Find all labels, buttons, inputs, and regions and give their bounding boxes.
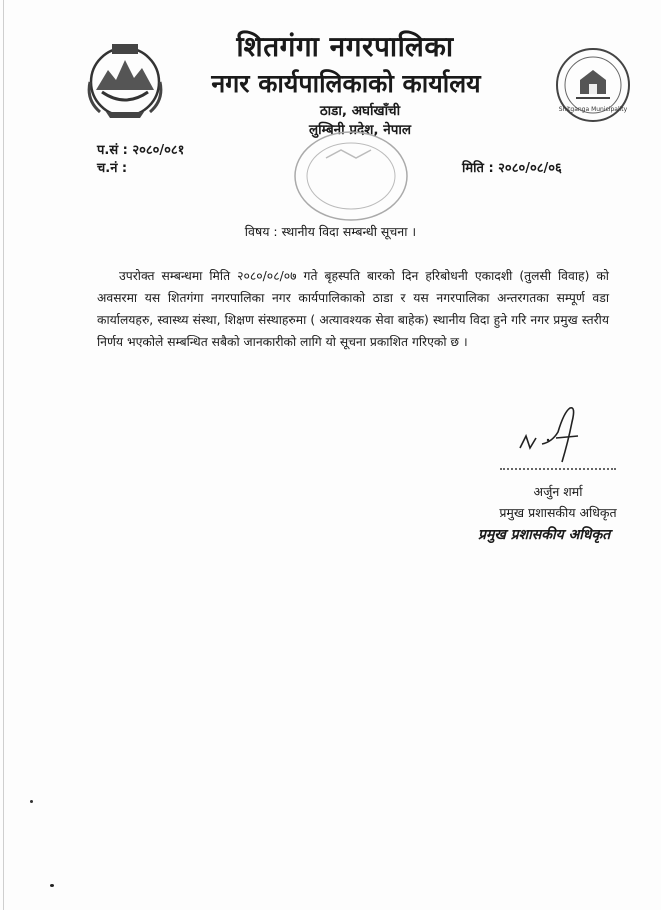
address-line-2: लुम्बिनी प्रदेश, नेपाल — [308, 122, 412, 138]
address-line-1: ठाडा, अर्घाखाँची — [319, 103, 401, 119]
seal-text: Shitganga Municipality — [558, 106, 628, 113]
handwritten-signature — [512, 402, 596, 468]
nepal-emblem-logo — [82, 38, 168, 120]
designation-stamp: प्रमुख प्रशासकीय अधिकृत — [478, 527, 611, 543]
municipality-title: शितगंगा नगरपालिका — [236, 30, 454, 63]
reference-number: प.सं : २०८०/०८१ — [97, 143, 185, 158]
municipality-seal — [554, 46, 632, 124]
scan-edge — [3, 0, 4, 910]
letter-date: मिति : २०८०/०८/०६ — [462, 161, 562, 176]
subject-line: विषय : स्थानीय विदा सम्बन्धी सूचना । — [244, 224, 417, 239]
office-title: नगर कार्यपालिकाको कार्यालय — [211, 69, 481, 98]
scan-speck — [30, 800, 33, 803]
dispatch-number: च.नं : — [97, 161, 128, 176]
signer-name: अर्जुन शर्मा — [533, 484, 583, 499]
notice-body: उपरोक्त सम्बन्धमा मिति २०८०/०८/०७ गते बृहस्पति बारको दिन हरिबोधनी एकादशी (तुलसी विवाह) को अवसरमा यस शितगंगा नगरपालिका नगर कार्यपालिकाको ठाडा र यस नगरपालिका अन्तरगतका सम्पूर्ण वडा कार्यालयहरु, स्वास्थ्य संस्था, शिक्षण संस्थाहरुमा ( अत्यावश्यक सेवा बाहेक) स्थानीय विदा हुने गरि नगर प्रमुख स्तरीय निर्णय भएकोले सम्बन्धित सबैको जानकारीको लागि यो सूचना प्रकाशित गरिएको छ । — [97, 269, 609, 349]
signer-designation: प्रमुख प्रशासकीय अधिकृत — [499, 505, 617, 520]
scan-speck — [50, 884, 54, 887]
office-round-stamp — [286, 128, 416, 226]
signature-dotted-line — [500, 468, 616, 470]
